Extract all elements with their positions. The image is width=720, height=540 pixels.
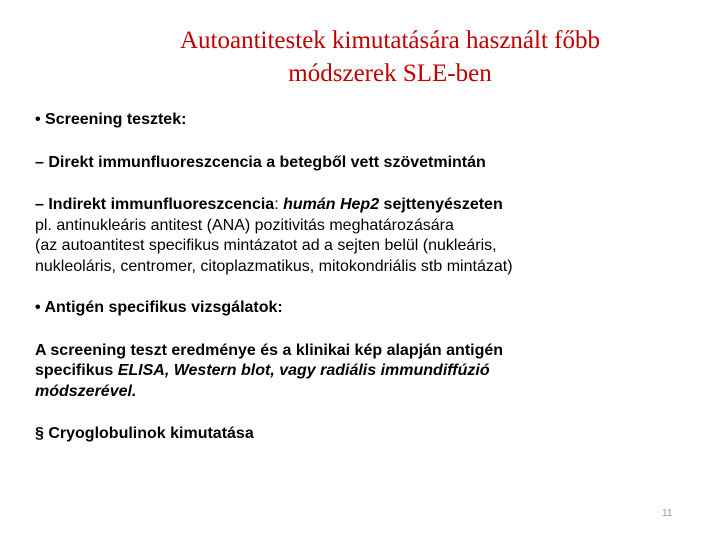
antigen-line-3: módszerével. (35, 382, 137, 400)
indirect-if-colon: : (274, 196, 279, 213)
indirect-if-suffix: sejttenyészeten (379, 196, 503, 213)
antigen-line-2-prefix: specifikus (35, 362, 118, 379)
page-number: 11 (662, 508, 673, 519)
slide-title (110, 24, 670, 90)
slide-content (35, 110, 695, 445)
antigen-line-2 (35, 361, 695, 382)
indirect-if-line-2: pl. antinukleáris antitest (ANA) pozitivitás meghatározására (35, 216, 454, 234)
antigen-heading: • Antigén specifikus vizsgálatok: (35, 299, 283, 316)
cryoglobulin-heading: § Cryoglobulinok kimutatása (35, 425, 254, 442)
title-line-2: módszerek SLE-ben (288, 60, 492, 87)
screening-heading: • Screening tesztek: (35, 111, 187, 128)
antigen-methods: ELISA, Western blot, vagy radiális immundiffúzió (117, 362, 490, 379)
antigen-line-1: A screening teszt eredménye és a klinikai kép alapján antigén (35, 341, 504, 359)
indirect-if-line-4: nukleoláris, centromer, citoplazmatikus, mitokondriális stb mintázat) (35, 257, 513, 275)
title-line-1: Autoantitestek kimutatására használt főbb (179, 27, 600, 54)
indirect-if-method: humán Hep2 (278, 196, 380, 213)
indirect-if-line-3: (az autoantitest specifikus mintázatot ad a sejten belül (nukleáris, (35, 237, 497, 254)
indirect-if-line-1 (35, 195, 695, 216)
direct-if-item: – Direkt immunfluoreszcencia a betegből vett szövetmintán (35, 153, 486, 171)
indirect-if-label: – Indirekt immunfluoreszcencia (35, 196, 275, 213)
